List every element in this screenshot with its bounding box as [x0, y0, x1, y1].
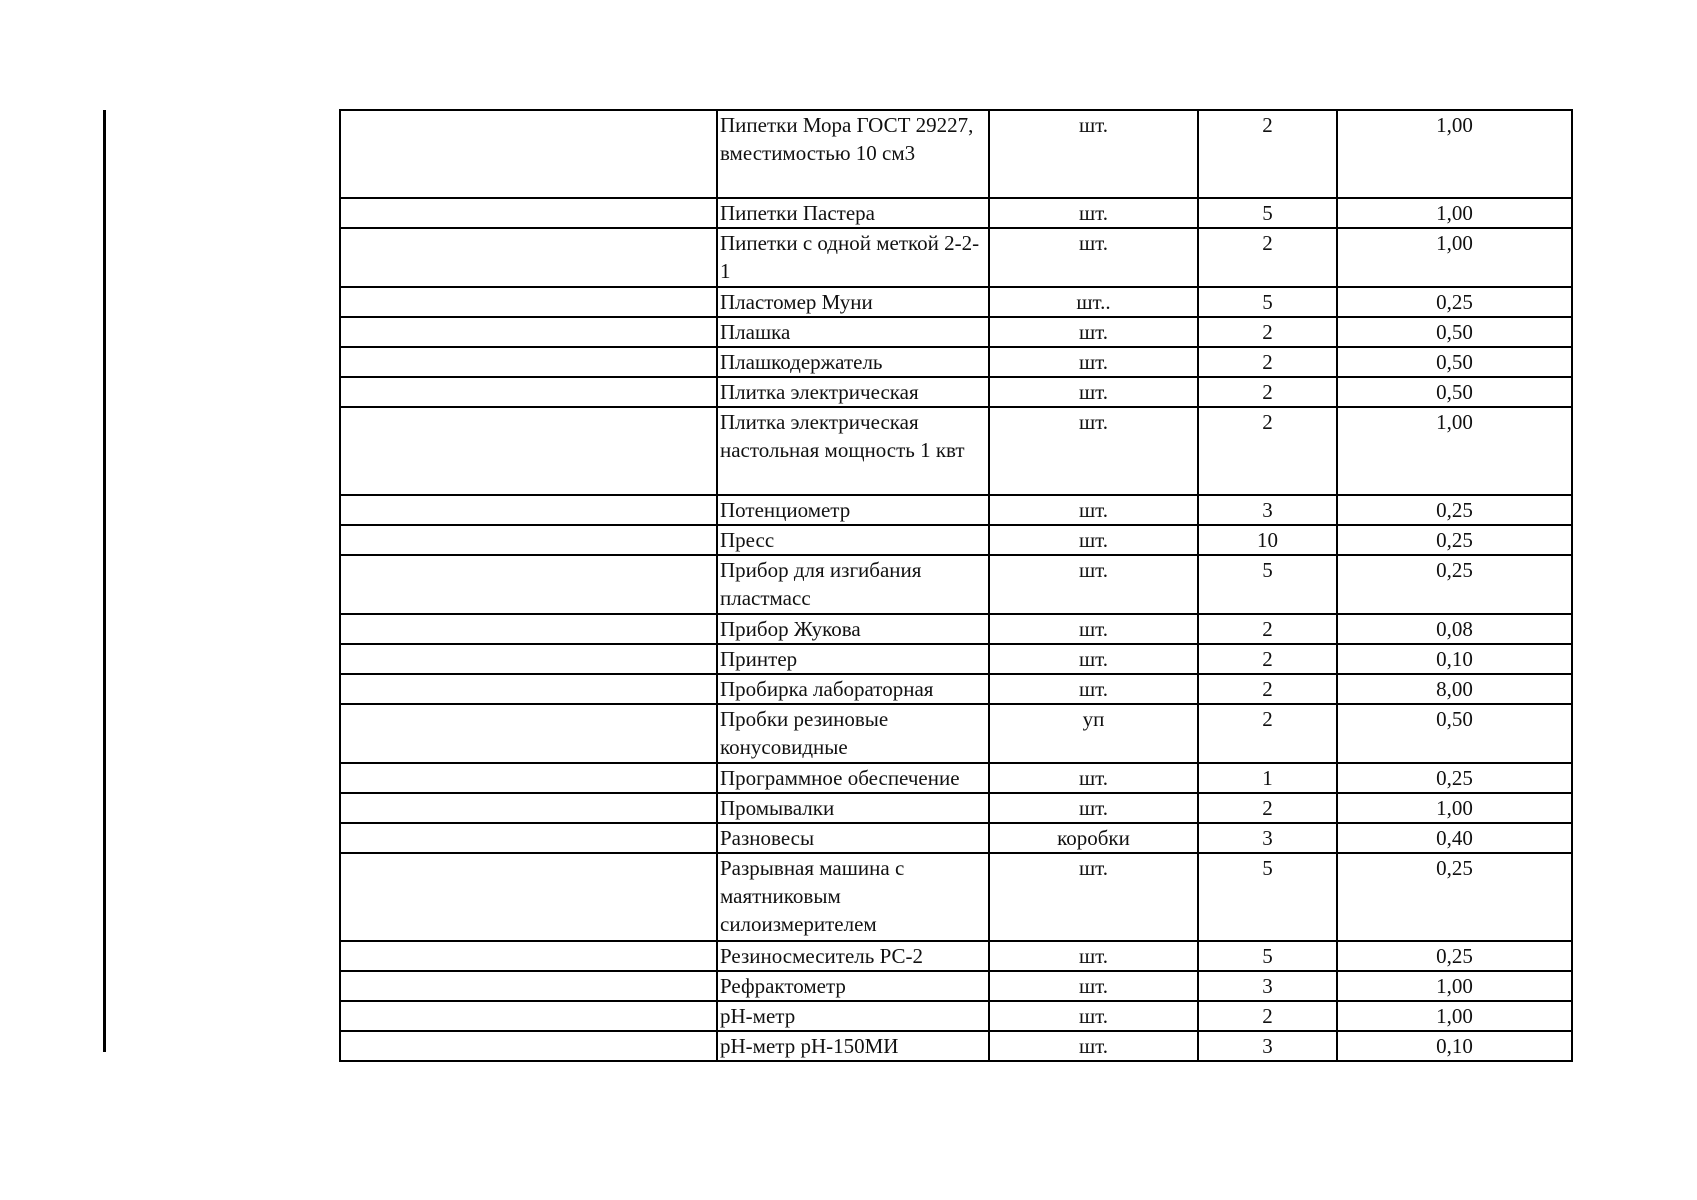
empty-cell	[340, 704, 717, 763]
table-row	[340, 525, 1572, 555]
norm-cell: 0,08	[1337, 614, 1572, 644]
empty-cell	[340, 1031, 717, 1061]
empty-cell	[340, 198, 717, 228]
empty-cell	[340, 495, 717, 525]
table-row	[340, 644, 1572, 674]
table-row	[340, 704, 1572, 763]
norm-cell: 0,50	[1337, 704, 1572, 763]
unit-cell: уп	[989, 704, 1198, 763]
item-name-cell: Разновесы	[717, 823, 989, 853]
item-name-cell: Плитка электрическая настольная мощность 1 квт	[717, 407, 989, 495]
item-name-cell: Потенциометр	[717, 495, 989, 525]
empty-cell	[340, 377, 717, 407]
table-row	[340, 763, 1572, 793]
table-row	[340, 823, 1572, 853]
norm-cell: 0,25	[1337, 495, 1572, 525]
norm-cell: 1,00	[1337, 110, 1572, 198]
item-name-cell: Плитка электрическая	[717, 377, 989, 407]
empty-cell	[340, 793, 717, 823]
unit-cell: шт.	[989, 614, 1198, 644]
empty-cell	[340, 555, 717, 614]
item-name-cell: Пипетки Пастера	[717, 198, 989, 228]
item-name-cell: Плашка	[717, 317, 989, 347]
empty-cell	[340, 407, 717, 495]
item-name-cell: Пробирка лабораторная	[717, 674, 989, 704]
empty-cell	[340, 614, 717, 644]
page-margin-rule	[103, 110, 106, 1052]
unit-cell: шт.	[989, 853, 1198, 941]
quantity-cell: 2	[1198, 347, 1337, 377]
unit-cell: шт.	[989, 555, 1198, 614]
norm-cell: 0,10	[1337, 644, 1572, 674]
table-row	[340, 674, 1572, 704]
unit-cell: шт.	[989, 941, 1198, 971]
empty-cell	[340, 853, 717, 941]
unit-cell: шт.	[989, 495, 1198, 525]
norm-cell: 0,25	[1337, 555, 1572, 614]
empty-cell	[340, 525, 717, 555]
unit-cell: шт.	[989, 644, 1198, 674]
unit-cell: шт.	[989, 228, 1198, 287]
empty-cell	[340, 110, 717, 198]
unit-cell: шт.	[989, 1031, 1198, 1061]
empty-cell	[340, 644, 717, 674]
norm-cell: 0,25	[1337, 525, 1572, 555]
empty-cell	[340, 317, 717, 347]
item-name-cell: Принтер	[717, 644, 989, 674]
unit-cell: шт.	[989, 407, 1198, 495]
empty-cell	[340, 823, 717, 853]
item-name-cell: Пипетки Мора ГОСТ 29227, вместимостью 10 см3	[717, 110, 989, 198]
quantity-cell: 2	[1198, 644, 1337, 674]
unit-cell: шт.	[989, 971, 1198, 1001]
table-row	[340, 1001, 1572, 1031]
item-name-cell: Пробки резиновые конусовидные	[717, 704, 989, 763]
unit-cell: шт.	[989, 198, 1198, 228]
quantity-cell: 2	[1198, 110, 1337, 198]
table-row	[340, 793, 1572, 823]
norm-cell: 1,00	[1337, 793, 1572, 823]
quantity-cell: 2	[1198, 377, 1337, 407]
unit-cell: коробки	[989, 823, 1198, 853]
unit-cell: шт.	[989, 347, 1198, 377]
table-row	[340, 941, 1572, 971]
table-row	[340, 971, 1572, 1001]
item-name-cell: Программное обеспечение	[717, 763, 989, 793]
item-name-cell: Резиносмеситель РС-2	[717, 941, 989, 971]
unit-cell: шт.	[989, 793, 1198, 823]
quantity-cell: 2	[1198, 228, 1337, 287]
table-row	[340, 377, 1572, 407]
item-name-cell: Прибор Жукова	[717, 614, 989, 644]
table-row	[340, 287, 1572, 317]
unit-cell: шт.	[989, 317, 1198, 347]
empty-cell	[340, 941, 717, 971]
empty-cell	[340, 228, 717, 287]
table-row	[340, 347, 1572, 377]
empty-cell	[340, 763, 717, 793]
item-name-cell: Промывалки	[717, 793, 989, 823]
norm-cell: 0,25	[1337, 763, 1572, 793]
norm-cell: 0,50	[1337, 347, 1572, 377]
norm-cell: 1,00	[1337, 971, 1572, 1001]
item-name-cell: Прибор для изгибания пластмасс	[717, 555, 989, 614]
norm-cell: 1,00	[1337, 407, 1572, 495]
quantity-cell: 3	[1198, 971, 1337, 1001]
norm-cell: 0,25	[1337, 941, 1572, 971]
table-row	[340, 110, 1572, 198]
table-row	[340, 317, 1572, 347]
empty-cell	[340, 674, 717, 704]
quantity-cell: 2	[1198, 674, 1337, 704]
table-row	[340, 198, 1572, 228]
unit-cell: шт.	[989, 110, 1198, 198]
unit-cell: шт.	[989, 525, 1198, 555]
quantity-cell: 2	[1198, 793, 1337, 823]
norm-cell: 0,40	[1337, 823, 1572, 853]
quantity-cell: 1	[1198, 763, 1337, 793]
item-name-cell: Пресс	[717, 525, 989, 555]
table-row	[340, 614, 1572, 644]
norm-cell: 0,50	[1337, 317, 1572, 347]
quantity-cell: 3	[1198, 823, 1337, 853]
empty-cell	[340, 971, 717, 1001]
quantity-cell: 3	[1198, 495, 1337, 525]
norm-cell: 0,10	[1337, 1031, 1572, 1061]
table-row	[340, 853, 1572, 941]
item-name-cell: Пипетки с одной меткой 2-2-1	[717, 228, 989, 287]
unit-cell: шт.	[989, 377, 1198, 407]
norm-cell: 0,25	[1337, 287, 1572, 317]
quantity-cell: 5	[1198, 853, 1337, 941]
table-row	[340, 495, 1572, 525]
quantity-cell: 2	[1198, 704, 1337, 763]
item-name-cell: pH-метр	[717, 1001, 989, 1031]
quantity-cell: 2	[1198, 1001, 1337, 1031]
item-name-cell: Разрывная машина с маятниковым силоизмерителем	[717, 853, 989, 941]
unit-cell: шт..	[989, 287, 1198, 317]
quantity-cell: 5	[1198, 198, 1337, 228]
norm-cell: 8,00	[1337, 674, 1572, 704]
table-row	[340, 555, 1572, 614]
empty-cell	[340, 347, 717, 377]
quantity-cell: 3	[1198, 1031, 1337, 1061]
norm-cell: 0,25	[1337, 853, 1572, 941]
norm-cell: 1,00	[1337, 198, 1572, 228]
empty-cell	[340, 287, 717, 317]
item-name-cell: Пластомер Муни	[717, 287, 989, 317]
quantity-cell: 5	[1198, 287, 1337, 317]
quantity-cell: 10	[1198, 525, 1337, 555]
quantity-cell: 2	[1198, 407, 1337, 495]
item-name-cell: Плашкодержатель	[717, 347, 989, 377]
norm-cell: 1,00	[1337, 1001, 1572, 1031]
table-row	[340, 1031, 1572, 1061]
quantity-cell: 2	[1198, 614, 1337, 644]
norm-cell: 0,50	[1337, 377, 1572, 407]
item-name-cell: pH-метр pH-150МИ	[717, 1031, 989, 1061]
quantity-cell: 5	[1198, 555, 1337, 614]
quantity-cell: 2	[1198, 317, 1337, 347]
table-row	[340, 407, 1572, 495]
norm-cell: 1,00	[1337, 228, 1572, 287]
unit-cell: шт.	[989, 674, 1198, 704]
item-name-cell: Рефрактометр	[717, 971, 989, 1001]
quantity-cell: 5	[1198, 941, 1337, 971]
unit-cell: шт.	[989, 1001, 1198, 1031]
empty-cell	[340, 1001, 717, 1031]
table-row	[340, 228, 1572, 287]
unit-cell: шт.	[989, 763, 1198, 793]
equipment-table	[339, 109, 1573, 1062]
